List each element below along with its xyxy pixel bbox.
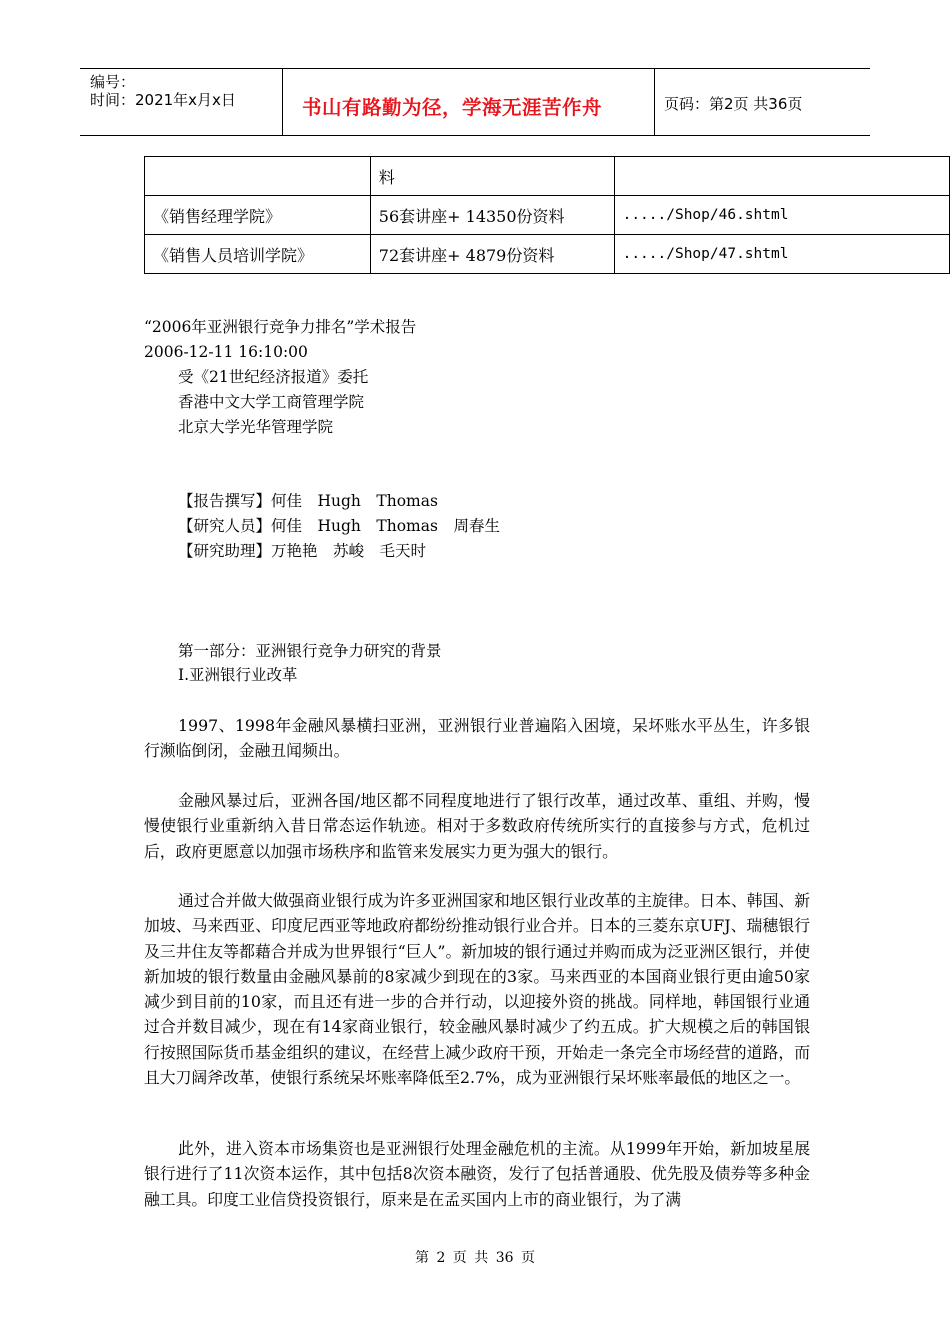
table-cell-name [145, 157, 371, 196]
table-row [145, 235, 950, 274]
table-cell-name: 《销售经理学院》 [145, 196, 371, 235]
table-row [145, 196, 950, 235]
header-date-label: 时间：2021年x月x日 [90, 91, 236, 109]
table-cell-desc: 料 [370, 157, 614, 196]
table-cell-name: 《销售人员培训学院》 [145, 235, 371, 274]
body-paragraph: 通过合并做大做强商业银行成为许多亚洲国家和地区银行业改革的主旋律。日本、韩国、新加坡、马来西亚、印度尼西亚等地政府都纷纷推动银行业合并。日本的三菱东京UFJ、瑞穗银行及三井住友等都藉合并成为世界银行“巨人”。新加坡的银行通过并购而成为泛亚洲区银行，并使新加坡的银行数量由金融风暴前的8家减少到现在的3家。马来西亚的本国商业银行更由逾50家减少到目前的10家，而且还有进一步的合并行动，以迎接外资的挑战。同样地，韩国银行业通过合并数目减少，现在有14家商业银行，较金融风暴时减少了约五成。扩大规模之后的韩国银行按照国际货币基金组织的建议，在经营上减少政府干预，开始走一条完全市场经营的道路，而且大刀阔斧改革，使银行系统呆坏账率降低至2.7%，成为亚洲银行呆坏账率最低的地区之一。 [144, 891, 810, 1088]
body-paragraph: 金融风暴过后，亚洲各国/地区都不同程度地进行了银行改革，通过改革、重组、并购，慢慢使银行业重新纳入昔日常态运作轨迹。相对于多数政府传统所实行的直接参与方式，危机过后，政府更愿意以加强市场秩序和监管来发展实力更为强大的银行。 [144, 791, 810, 861]
table-cell-link [614, 157, 949, 196]
header-motto: 书山有路勤为径，学海无涯苦作舟 [302, 96, 603, 119]
header-bottom-rule [80, 135, 870, 136]
report-researchers: 【研究人员】何佳 Hugh Thomas 周春生 [178, 517, 500, 535]
report-datetime: 2006-12-11 16:10:00 [144, 343, 308, 361]
table-cell-link[interactable]: ...../Shop/46.shtml [614, 196, 949, 235]
body-paragraph: 此外，进入资本市场集资也是亚洲银行处理金融危机的主流。从1999年开始，新加坡星展银行进行了11次资本运作，其中包括8次资本融资，发行了包括普通股、优先股及债券等多种金融工具。印度工业信贷投资银行，原来是在孟买国内上市的商业银行，为了满 [144, 1139, 810, 1209]
report-title: “2006年亚洲银行竞争力排名”学术报告 [144, 318, 417, 336]
header-page-label: 页码：第2页 共36页 [664, 95, 803, 113]
header-divider-right [654, 68, 655, 136]
section-title: I.亚洲银行业改革 [178, 666, 298, 684]
header-number-label: 编号： [90, 73, 136, 91]
report-authors: 【报告撰写】何佳 Hugh Thomas [178, 492, 438, 510]
table-cell-desc: 56套讲座+ 14350份资料 [370, 196, 614, 235]
report-commission: 受《21世纪经济报道》委托 [178, 368, 369, 386]
table-cell-desc: 72套讲座+ 4879份资料 [370, 235, 614, 274]
header-top-rule [80, 68, 870, 69]
report-institution: 北京大学光华管理学院 [178, 418, 334, 436]
report-assistants: 【研究助理】万艳艳 苏峻 毛天时 [178, 542, 427, 560]
report-institution: 香港中文大学工商管理学院 [178, 393, 365, 411]
resource-table [144, 156, 950, 274]
body-paragraph: 1997、1998年金融风暴横扫亚洲，亚洲银行业普遍陷入困境，呆坏账水平丛生，许多银行濒临倒闭，金融丑闻频出。 [144, 716, 810, 761]
table-row [145, 157, 950, 196]
part-title: 第一部分：亚洲银行竞争力研究的背景 [178, 642, 442, 660]
page-footer: 第 2 页 共 36 页 [415, 1250, 535, 1266]
table-cell-link[interactable]: ...../Shop/47.shtml [614, 235, 949, 274]
header-divider-left [282, 68, 283, 136]
